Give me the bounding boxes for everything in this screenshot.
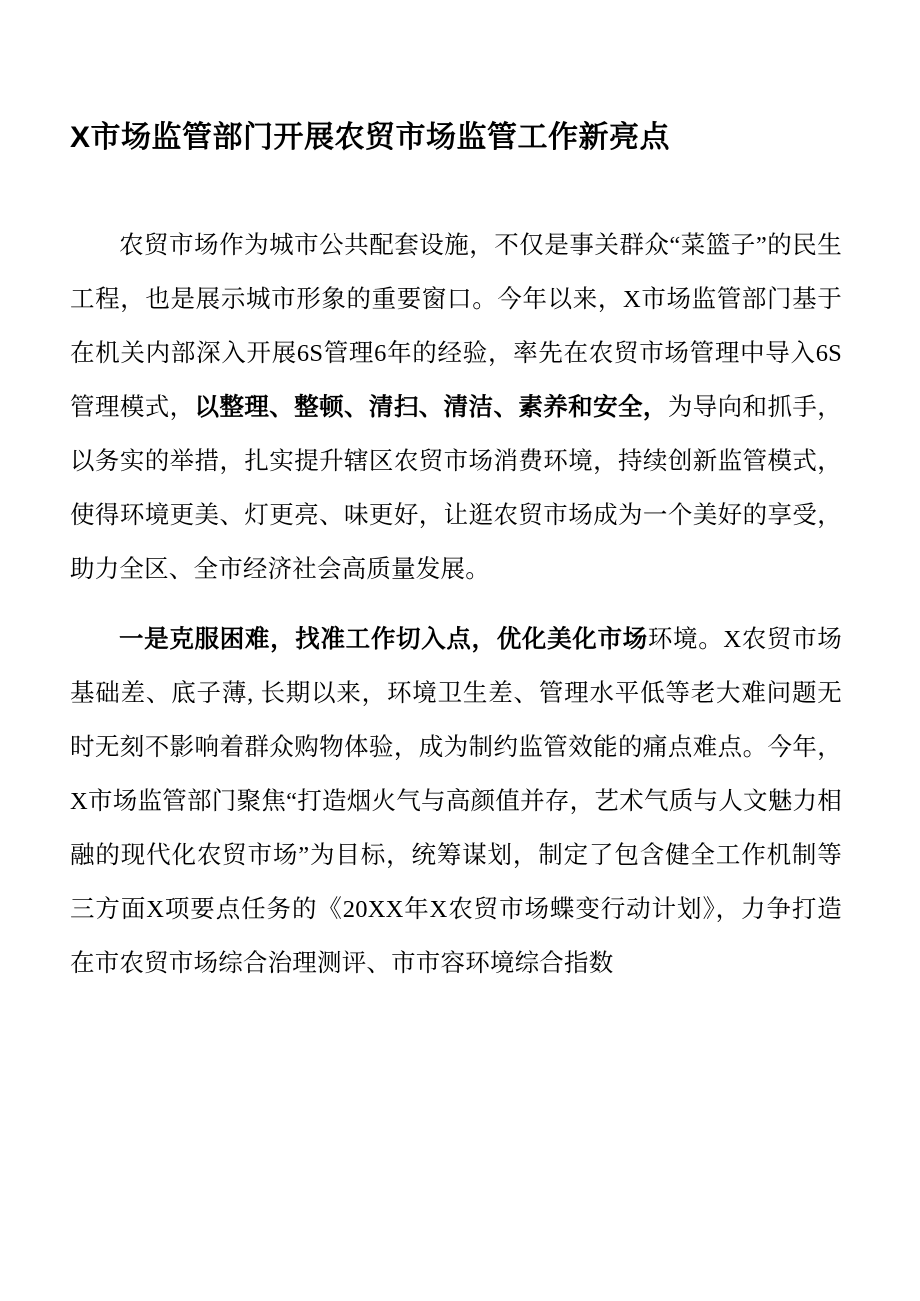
text-run: 农贸市场作为城市公共配套设施，不仅是事关群众“菜篮子”的民生工程，也是展示城市形象的重要窗口。今年以来，X市场监管部门基于在机关内部深入开展6S管理6年的经验，率先在农贸市场管理中导入6S管理模式， <box>70 232 842 421</box>
paragraph-1 <box>70 219 842 597</box>
text-run: 以整理、整顿、清扫、清洁、素养和安全， <box>194 394 668 421</box>
text-run: 一是克服困难，找准工作切入点，优化美化市场 <box>119 626 648 653</box>
text-run: 为导向和抓手，以务实的举措，扎实提升辖区农贸市场消费环境，持续创新监管模式，使得环境更美、灯更亮、味更好，让逛农贸市场成为一个美好的享受，助力全区、全市经济社会高质量发展。 <box>70 394 842 583</box>
text-run: 环境。X农贸市场基础差、底子薄, 长期以来，环境卫生差、管理水平低等老大难问题无时无刻不影响着群众购物体验，成为制约监管效能的痛点难点。今年，X市场监管部门聚焦“打造烟火气与高颜值并存，艺术气质与人文魅力相融的现代化农贸市场”为目标，统筹谋划，制定了包含健全工作机制等三方面X项要点任务的《20XX年X农贸市场蝶变行动计划》，力争打造在市农贸市场综合治理测评、市市容环境综合指数 <box>70 626 842 977</box>
paragraph-spacer <box>70 599 842 605</box>
paragraph-2 <box>70 613 842 991</box>
page-title: X市场监管部门开展农贸市场监管工作新亮点 <box>70 121 671 154</box>
document-body <box>0 219 920 991</box>
